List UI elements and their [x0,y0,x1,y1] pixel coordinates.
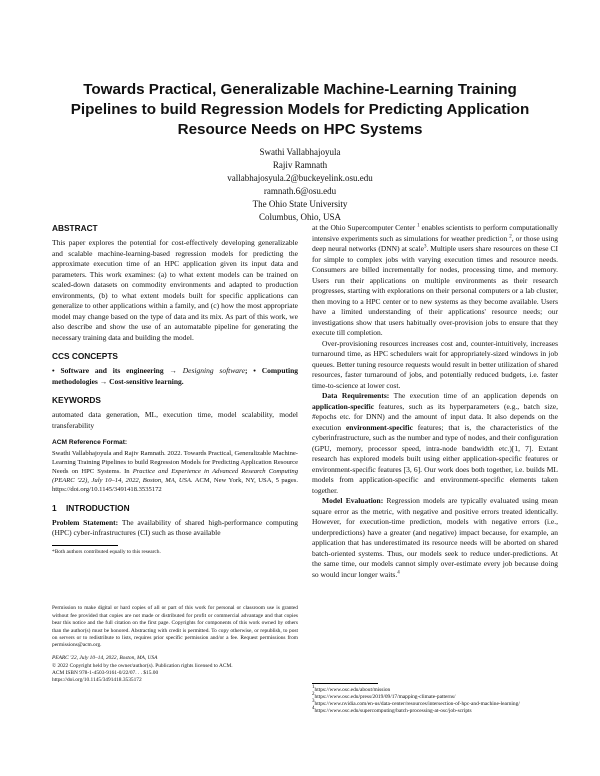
footnote-3-link[interactable]: https://www.nvidia.com/en-us/data-center/resources/intersection-of-hpc-and-machine-learning/ [314,701,520,707]
conference-line-text: PEARC '22, July 10–14, 2022, Boston, MA, USA [52,655,158,662]
conference-line [52,655,298,662]
acm-reference-text-1: Swathi Vallabhajoyula and Rajiv Ramnath. 2022. Towards Practical, Generalizable Machine-Learning Training Pipelines to build Regression Models for Predicting Application Resource Needs on HPC Systems. In [52,449,298,475]
footnote-3 [312,701,558,708]
data-req-part-c: features, such as its hyperparameters (e.g., batch size, #epochs etc. for DNN) and the amount of input data. It also depends on the execution [312,401,558,432]
ccs-text-1: • Software and its engineering → [52,366,183,375]
acm-reference-text [52,449,298,494]
abstract-text: This paper explores the potential for cost-effectively developing generalizable and scalable machine-learning-based regression models for predicting the approximate execution time of an HPC application given its input data and parameters. This work examines: (a) to what extent models can be trained on scaled-down datasets on commodity environments and adapted to production environments, (b) to what extent models built for specific applications can generalize to other applications within a family, and (c) how the most appropriate model may change based on the type of data and its mix. As part of this work, we also describe and show the use of an automatable pipeline for generating the necessary training data and building the model. [52,238,298,342]
intro-heading [52,503,298,514]
author-name: Swathi Vallabhajoyula [259,147,341,157]
ccs-italic: Designing software [182,366,245,375]
ccs-text [52,366,298,387]
permission-text: Permission to make digital or hard copies of all or part of this work for personal or classroom use is granted without fee provided that copies are not made or distributed for profit or commercial advantage and that copies bear this notice and the full citation on the first page. Copyrights for components of this work owned by others than the author(s) must be honored. Abstracting with credit is permitted. To copy otherwise, or republish, to post on servers or to redistribute to lists, requires prior specific permission and/or a fee. Request permissions from permissions@acm.org. [52,605,298,649]
problem-statement-text: The availability of shared high-performance computing (HPC) cyber-infrastructures (CI) such as those available [52,517,299,537]
model-evaluation-lead: Model Evaluation: [322,496,384,505]
ccs-text-2: ; • Computing methodologies → Cost-sensitive learning. [52,366,298,386]
copyright-line: © 2022 Copyright held by the owner/author(s). Publication rights licensed to ACM. [52,662,233,669]
intro-p1-part-a: at the Ohio Supercomputer Center [312,223,418,232]
problem-statement-lead: Problem Statement: [52,517,119,527]
ccs-heading: CCS CONCEPTS [52,351,118,361]
footnote-4 [312,708,558,715]
footnote-4-mark: 4 [312,706,315,712]
footnote-1-mark: 1 [312,685,315,691]
right-column [312,223,558,580]
footnote-mark-3: 3 [423,244,427,250]
author-email: ramnath.6@osu.edu [263,186,337,196]
data-req-part-e: features; that is, the characteristics of the cyberinfrastructure, such as the number and type of nodes, and their configuration (GPU, memory, processor speed, intra-node bandwidth etc.)[1, 7]. Extant research has explored models built using either application-specific features or environment-specific features [3, 6]. Our work does both together, i.e. builds ML models from application-specific and environment-specific elements taken together. [312,422,558,495]
author-affiliation: The Ohio State University [252,199,348,209]
intro-p1-part-d: . Multiple users share resources on these CI for simple to complex jobs with varying execution times and resource needs. Consumers are billed incrementally for nodes, processing time, and memory. Users run their applications on multiple environments as their research progresses, starting with explorations on their personal computers or a lab cluster, then moving to a HPC center or to new systems as they become available. Users have a limited understanding of their applications' resource needs; our investigations show that users habitually over-provision jobs to ensure that they execute till completion. [312,244,558,337]
footnote-mark-4: 4 [397,570,400,575]
acm-reference-text-2: ACM, New York, NY, USA, 5 pages. https://doi.org/10.1145/3491418.3535172 [52,476,298,493]
model-evaluation-text: Regression models are typically evaluated using mean square error as the metric, with negative and positive errors treated identically. However, for execution-time prediction, models with negative errors (i.e., underpredictions) have a greater (and negative) impact because, for example, an application that has underestimated its resource needs will be aborted on shared batch-oriented systems. Thus, our models seek to reduce under-predictions. At the same time, our models cannot simply over-estimate every job because doing so would incur longer waits. [312,496,558,579]
footnotes [312,683,558,715]
footnote-1-link[interactable]: https://www.osc.edu/about/mission [314,687,391,693]
footnote-rule [52,545,118,546]
author-block [140,146,460,224]
footnote-2 [312,694,558,701]
data-req-part-a: The execution time of an application depends on [389,391,559,400]
intro-p1-part-b: enables scientists to perform computationally intensive experiments such as simulations for weather prediction [312,223,559,243]
author-email: vallabhajosyula.2@buckeyelink.osu.edu [227,173,373,183]
footnote-2-link[interactable]: https://www.osc.edu/press/2019/09/17/mapping-climate-patterns/ [314,694,456,700]
intro-paragraph-1 [312,223,558,339]
isbn-line: ACM ISBN 978-1-4503-9161-0/22/07. . . $15.00 [52,670,159,677]
model-evaluation-paragraph [312,496,558,580]
doi-link[interactable]: https://doi.org/10.1145/3491418.3535172 [52,677,142,684]
keywords-heading: KEYWORDS [52,395,101,405]
footnote-mark-2: 2 [509,234,512,239]
acm-reference-italic: Practice and Experience in Advanced Research Computing (PEARC '22), July 10–14, 2022, Boston, MA, USA. [52,467,298,484]
author-name: Rajiv Ramnath [272,160,328,170]
footnote-4-link[interactable]: https://www.osc.edu/supercomputing/batch-processing-at-osc/job-scripts [314,708,472,714]
data-requirements-lead: Data Requirements: [322,391,390,400]
paper-title: Towards Practical, Generalizable Machine-Learning Training Pipelines to build Regression Models for Predicting Application Resource Needs on HPC Systems [70,81,530,138]
data-req-app-specific: application-specific [312,401,375,411]
intro-p1-part-c: , or those using deep neural networks (DNN) at scale [312,233,558,253]
left-column [52,223,298,556]
intro-heading-label: INTRODUCTION [66,502,130,513]
author-location: Columbus, Ohio, USA [258,212,341,222]
intro-heading-number: 1 [52,502,57,513]
footnote-mark-1: 1 [417,223,420,229]
footnote-2-mark: 2 [312,692,315,698]
permission-block [52,600,298,685]
keywords-text: automated data generation, ML, execution time, model scalability, model transferability [52,410,298,430]
author-footnote: *Both authors contributed equally to this research. [52,548,161,555]
acm-reference-heading: ACM Reference Format: [52,439,128,446]
data-req-env-specific: environment-specific [345,422,413,432]
footnote-1 [312,687,558,694]
intro-text [52,518,298,539]
footnote-3-mark: 3 [312,699,315,705]
footnote-rule-right [312,683,378,684]
intro-paragraph-2: Over-provisioning resources increases cost and, counter-intuitively, increases turnaround time, as HPC schedulers wait for appropriately-sized windows in job queues. Better tuning resource requests would result in better utilization of shared resources, faster turnaround of jobs, and potentially reduced budgets, i.e. faster time-to-science at lower cost. [312,338,558,390]
abstract-heading: ABSTRACT [52,223,98,233]
data-requirements-paragraph [312,391,558,496]
